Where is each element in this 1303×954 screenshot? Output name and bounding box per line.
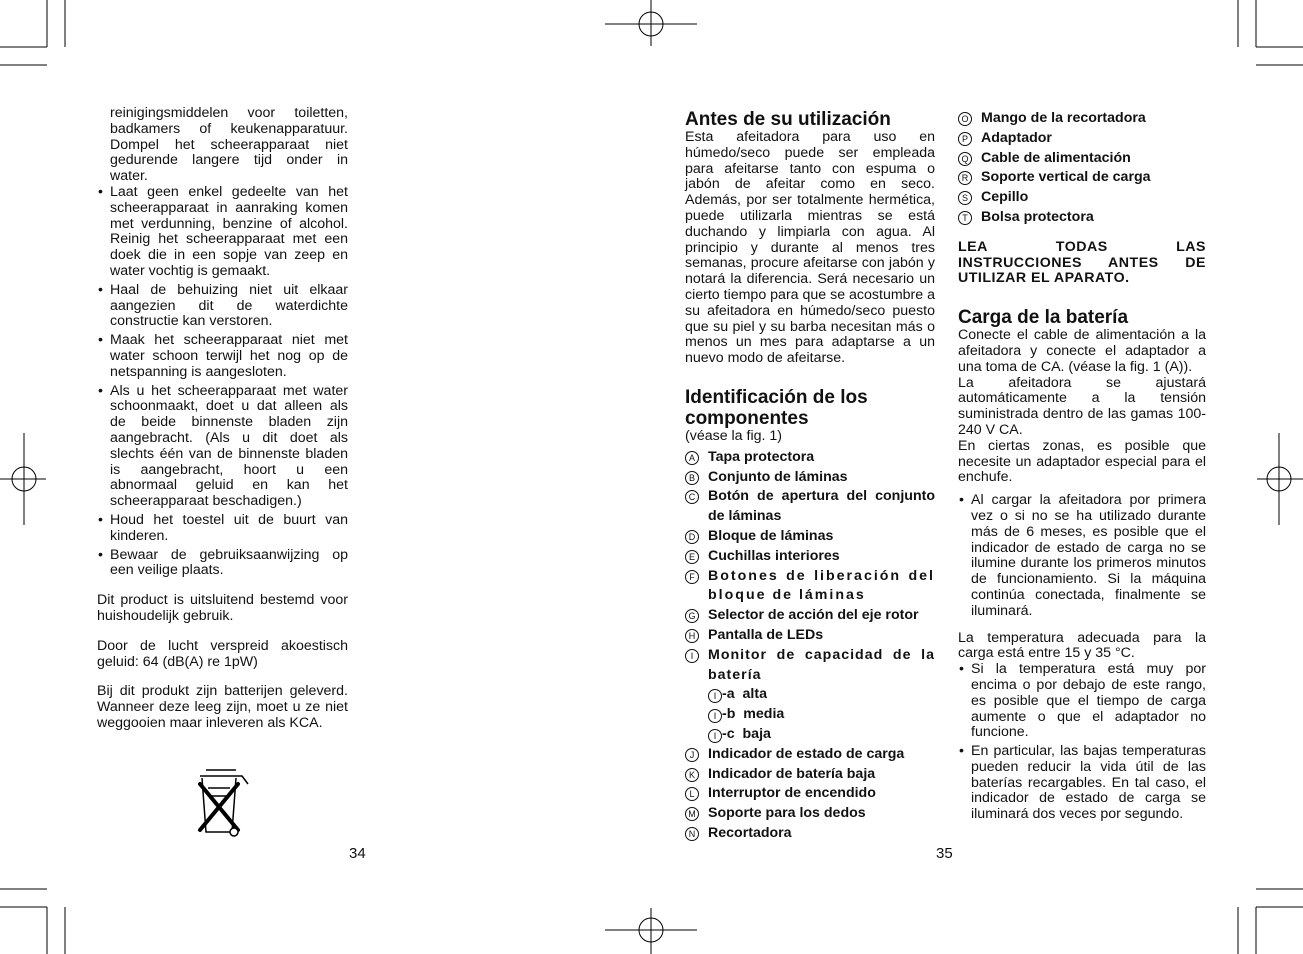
section-heading: Antes de su utilización	[685, 109, 891, 130]
circled-letter: H	[685, 629, 699, 643]
charging-text: Conecte el cable de alimentación a la afeitadora y conecte el adaptador a una toma de CA. (véase la fig. 1 (A)).	[958, 327, 1206, 375]
list-item: • Maak het scheerapparaat niet met water schoon terwijl het nog op de netspanning is aangesloten.	[97, 333, 348, 380]
list-item: • Haal de behuizing niet uit elkaar aangezien dit de waterdichte constructie kan verstoren.	[97, 283, 348, 330]
list-item	[958, 149, 1206, 169]
list-item	[685, 804, 935, 824]
list-item: • Laat geen enkel gedeelte van het scheerapparaat in aanraking komen met verdunning, benzine of alcohol. Reinig het scheerapparaat met een doek die in een sopje van zeep en water vochtig is gemaakt.	[97, 185, 348, 280]
list-item	[685, 626, 935, 646]
intro-text: Esta afeitadora para uso en húmedo/seco puede ser empleada para afeitarse tanto con espuma o jabón de afeitar como en seco. Además, por ser totalmente hermética, puede utilizarla mientras se está duchando y limpiarla con agua. Al principio y durante al menos tres semanas, procure afeitarse con jabón y notará la diferencia. Será necesario un cierto tiempo para que se acostumbre a su afeitadora en húmedo/seco puesto que su piel y su barba necesitan más o menos un mes para adaptarse a un nuevo modo de afeitarse.	[685, 129, 935, 367]
circled-letter: A	[685, 451, 699, 465]
list-item	[685, 685, 935, 705]
part-label: Indicador de batería baja	[708, 765, 876, 782]
cleaning-bullets	[97, 185, 348, 579]
registration-target-top	[605, 0, 697, 46]
circled-letter: I	[708, 689, 722, 703]
part-label: Soporte para los dedos	[708, 805, 866, 822]
list-item	[958, 168, 1206, 188]
list-item	[685, 765, 935, 785]
circled-letter: L	[685, 787, 699, 801]
list-item	[685, 725, 935, 745]
sub-item-suffix: -a	[722, 686, 735, 703]
charging-bullets	[958, 493, 1206, 619]
list-item	[958, 129, 1206, 149]
circled-letter: E	[685, 550, 699, 564]
circled-letter: K	[685, 768, 699, 782]
list-item	[685, 606, 935, 626]
section-heading: Carga de la batería	[958, 307, 1129, 329]
registration-target-bottom	[605, 908, 697, 954]
temperature-bullets	[958, 662, 1206, 823]
list-item	[685, 567, 935, 607]
part-label: Cuchillas interiores	[708, 547, 840, 564]
list-item: • Bewaar de gebruiksaanwijzing op een veilige plaats.	[97, 548, 348, 580]
list-item	[685, 745, 935, 765]
circled-letter: T	[958, 211, 972, 225]
section-heading: Identificación de los componentes	[685, 386, 868, 429]
circled-letter: F	[685, 570, 699, 584]
list-item	[685, 487, 935, 527]
part-label: Interruptor de encendido	[708, 785, 876, 802]
part-label: Cable de alimentación	[981, 149, 1131, 166]
noise-note: Door de lucht verspreid akoestisch geluid: 64 (dB(A) re 1pW)	[97, 637, 348, 670]
part-label: Monitor de capacidad de la batería	[708, 646, 935, 683]
part-label: Pantalla de LEDs	[708, 626, 824, 643]
circled-letter: Q	[958, 152, 972, 166]
part-label: Cepillo	[981, 189, 1029, 206]
list-item: • Als u het scheerapparaat met water schoonmaakt, doet u dat alleen als de beide binnenste bladen zijn aangebracht. (Als u dit doet als slechts één van de binnenste bladen is aangebracht, hoort u een abnormaal geluid en kan het scheerapparaat beschadigen.)	[97, 384, 348, 510]
page-number: 35	[936, 845, 953, 862]
household-use-note: Dit product is uitsluitend bestemd voor huishoudelijk gebruik.	[97, 592, 348, 624]
part-label: baja	[742, 725, 771, 742]
part-label: Bolsa protectora	[981, 208, 1094, 225]
list-item	[685, 527, 935, 547]
circled-letter: I	[685, 649, 699, 663]
list-item	[685, 646, 935, 686]
charging-text: En ciertas zonas, es posible que necesite un adaptador especial para el enchufe.	[958, 437, 1206, 486]
battery-disposal-note: Bij dit produkt zijn batterijen geleverd. Wanneer deze leeg zijn, moet u ze niet weggooien maar inleveren als KCA.	[97, 683, 348, 731]
sub-item-suffix: -c	[722, 725, 735, 742]
part-label: Tapa protectora	[708, 448, 815, 465]
circled-letter: G	[685, 609, 699, 623]
list-item: • Al cargar la afeitadora por primera vez o si no se ha utilizado durante más de 6 meses, es posible que el indicador de estado de carga no se ilumine durante los primeros minutos de funcionamiento. Si la máquina continúa conectada, finalmente se iluminará.	[958, 493, 1206, 619]
part-label: Selector de acción del eje rotor	[708, 607, 919, 624]
list-item	[685, 468, 935, 488]
part-label: Soporte vertical de carga	[981, 169, 1151, 186]
right-page-column-2	[958, 109, 1206, 826]
part-label: Recortadora	[708, 824, 792, 841]
circled-letter: R	[958, 171, 972, 185]
list-item	[685, 824, 935, 844]
parts-list	[685, 448, 935, 844]
circled-letter: M	[685, 807, 699, 821]
circled-letter: B	[685, 471, 699, 485]
list-item	[958, 109, 1206, 129]
sub-item-suffix: -b	[722, 706, 736, 723]
part-label: Adaptador	[981, 129, 1052, 146]
part-label: Bloque de láminas	[708, 527, 834, 544]
circled-letter: S	[958, 191, 972, 205]
circled-letter: I	[708, 729, 722, 743]
list-item: • Houd het toestel uit de buurt van kinderen.	[97, 513, 348, 545]
registration-target-left	[0, 433, 46, 525]
figure-reference: (véase la fig. 1)	[685, 427, 782, 444]
circled-letter: J	[685, 748, 699, 762]
list-item	[685, 547, 935, 567]
list-item	[685, 448, 935, 468]
circled-letter: N	[685, 827, 699, 841]
part-label: Mango de la recortadora	[981, 110, 1146, 126]
circled-letter: P	[958, 132, 972, 146]
left-page-column	[97, 106, 348, 732]
crossed-out-wheelie-bin-icon	[192, 766, 252, 838]
circled-letter: O	[958, 112, 972, 126]
circled-letter: D	[685, 530, 699, 544]
list-item	[685, 784, 935, 804]
list-item: • Si la temperatura está muy por encima o por debajo de este rango, es posible que el tiempo de carga aumente o que el adaptador no funcione.	[958, 662, 1206, 741]
continuation-text: reinigingsmiddelen voor toiletten, badkamers of keukenapparatuur. Dompel het scheerapparaat niet gedurende langere tijd onder in water.	[110, 105, 348, 185]
registration-target-right	[1257, 433, 1303, 525]
part-label: media	[743, 706, 785, 723]
part-label: Botón de apertura del conjunto de láminas	[708, 488, 935, 525]
right-page-column-1	[685, 109, 935, 844]
list-item	[958, 208, 1206, 228]
page-number: 34	[349, 845, 366, 862]
circled-letter: C	[685, 490, 699, 504]
part-label: Botones de liberación del bloque de láminas	[708, 567, 935, 604]
warning-read-instructions: LEA TODAS LAS INSTRUCCIONES ANTES DE UTILIZAR EL APARATO.	[958, 238, 1206, 287]
charging-text: La afeitadora se ajustará automáticamente a la tensión suministrada dentro de las gamas 100-240 V CA.	[958, 374, 1206, 438]
list-item: • En particular, las bajas temperaturas pueden reducir la vida útil de las baterías recargables. En tal caso, el indicador de estado de carga se iluminará dos veces por segundo.	[958, 744, 1206, 823]
parts-list-continued	[958, 109, 1206, 228]
list-item	[958, 188, 1206, 208]
circled-letter: I	[708, 709, 722, 723]
part-label: Indicador de estado de carga	[708, 745, 905, 762]
part-label: alta	[742, 686, 767, 703]
temperature-text: La temperatura adecuada para la carga está entre 15 y 35 °C.	[958, 629, 1206, 662]
part-label: Conjunto de láminas	[708, 468, 848, 485]
list-item	[685, 705, 935, 725]
